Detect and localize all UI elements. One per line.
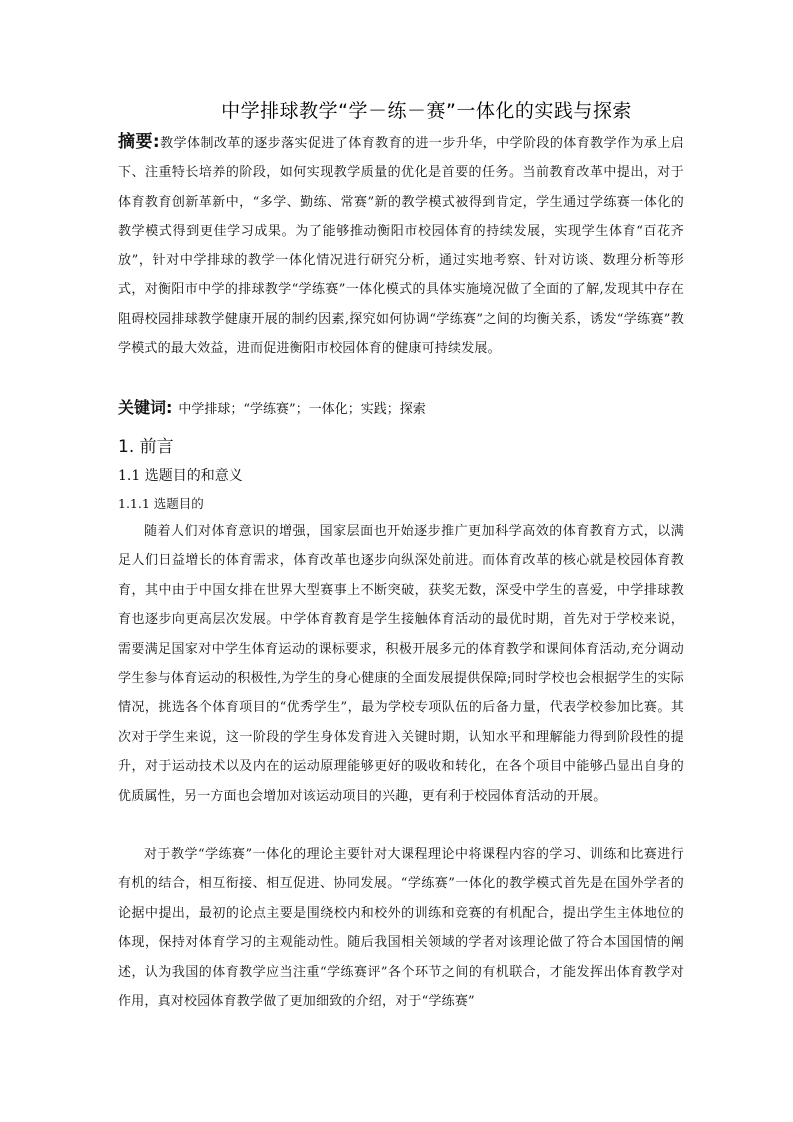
body-paragraph: 对于教学“学练赛”一体化的理论主要针对大课程理论中将课程内容的学习、训练和比赛进行有机的结合，相互衔接、相互促进、协同发展。“学练赛”一体化的教学模式首先是在国外学者的论据中提出，最初的论点主要是围绕校内和校外的训练和竞赛的有机配合，提出学生主体地位的体现，保持对体育学习的主观能动性。随后我国相关领域的学者对该理论做了符合本国国情的阐述，认为我国的体育教学应当注重“学练赛评”各个环节之间的有机联合，才能发挥出体育教学对作用，真对校园体育教学做了更加细致的介绍，对于“学练赛” [118,847,684,1010]
abstract-label: 摘要: [118,132,160,152]
section-heading-1-1: 1.1 选题目的和意义 [118,468,243,484]
section-heading-1: 1. 前言 [118,437,174,457]
keywords-label: 关键词: [118,398,173,417]
keywords-text: 中学排球；“学练赛”；一体化；实践；探索 [178,402,426,417]
abstract-text: 教学体制改革的逐步落实促进了体育教育的进一步升华，中学阶段的体育教学作为承上启下、注重特长培养的阶段，如何实现教学质量的优化是首要的任务。当前教育改革中提出，对于体育教育创新革新中，“多学、勤练、常赛”新的教学模式被得到肯定，学生通过学练赛一体化的教学模式得到更佳学习成果。为了能够推动衡阳市校园体育的持续发展，实现学生体育“百花齐放”，针对中学排球的教学一体化情况进行研究分析，通过实地考察、针对访谈、数理分析等形式，对衡阳市中学的排球教学“学练赛”一体化模式的具体实施境况做了全面的了解,发现其中存在阻碍校园排球教学健康开展的制约因素,探究如何协调“学练赛”之间的均衡关系，诱发“学练赛”教学模式的最大效益，进而促进衡阳市校园体育的健康可持续发展。 [118,136,684,357]
body-paragraph: 随着人们对体育意识的增强，国家层面也开始逐步推广更加科学高效的体育教育方式，以满足人们日益增长的体育需求，体育改革也逐步向纵深处前进。而体育改革的核心就是校园体育教育，其中由于中国女排在世界大型赛事上不断突破，获奖无数，深受中学生的喜爱，中学排球教育也逐步向更高层次发展。中学体育教育是学生接触体育活动的最优时期，首先对于学校来说，需要满足国家对中学生体育运动的课标要求，积极开展多元的体育教学和课间体育活动,充分调动学生参与体育运动的积极性,为学生的身心健康的全面发展提供保障;同时学校也会根据学生的实际情况，挑选各个体育项目的“优秀学生”，最为学校专项队伍的后备力量，代表学校参加比赛。其次对于学生来说，这一阶段的学生身体发育进入关键时期，认知水平和理解能力得到阶段性的提升，对于运动技术以及内在的运动原理能够更好的吸收和转化，在各个项目中能够凸显出自身的优质属性，另一方面也会增加对该运动项目的兴趣，更有利于校园体育活动的开展。 [118,524,684,804]
section-heading-1-1-1: 1.1.1 选题目的 [118,496,204,511]
paper-title: 中学排球教学“学－练－赛”一体化的实践与探索 [221,100,632,122]
abstract-block [118,128,684,363]
keywords-block [118,393,684,424]
